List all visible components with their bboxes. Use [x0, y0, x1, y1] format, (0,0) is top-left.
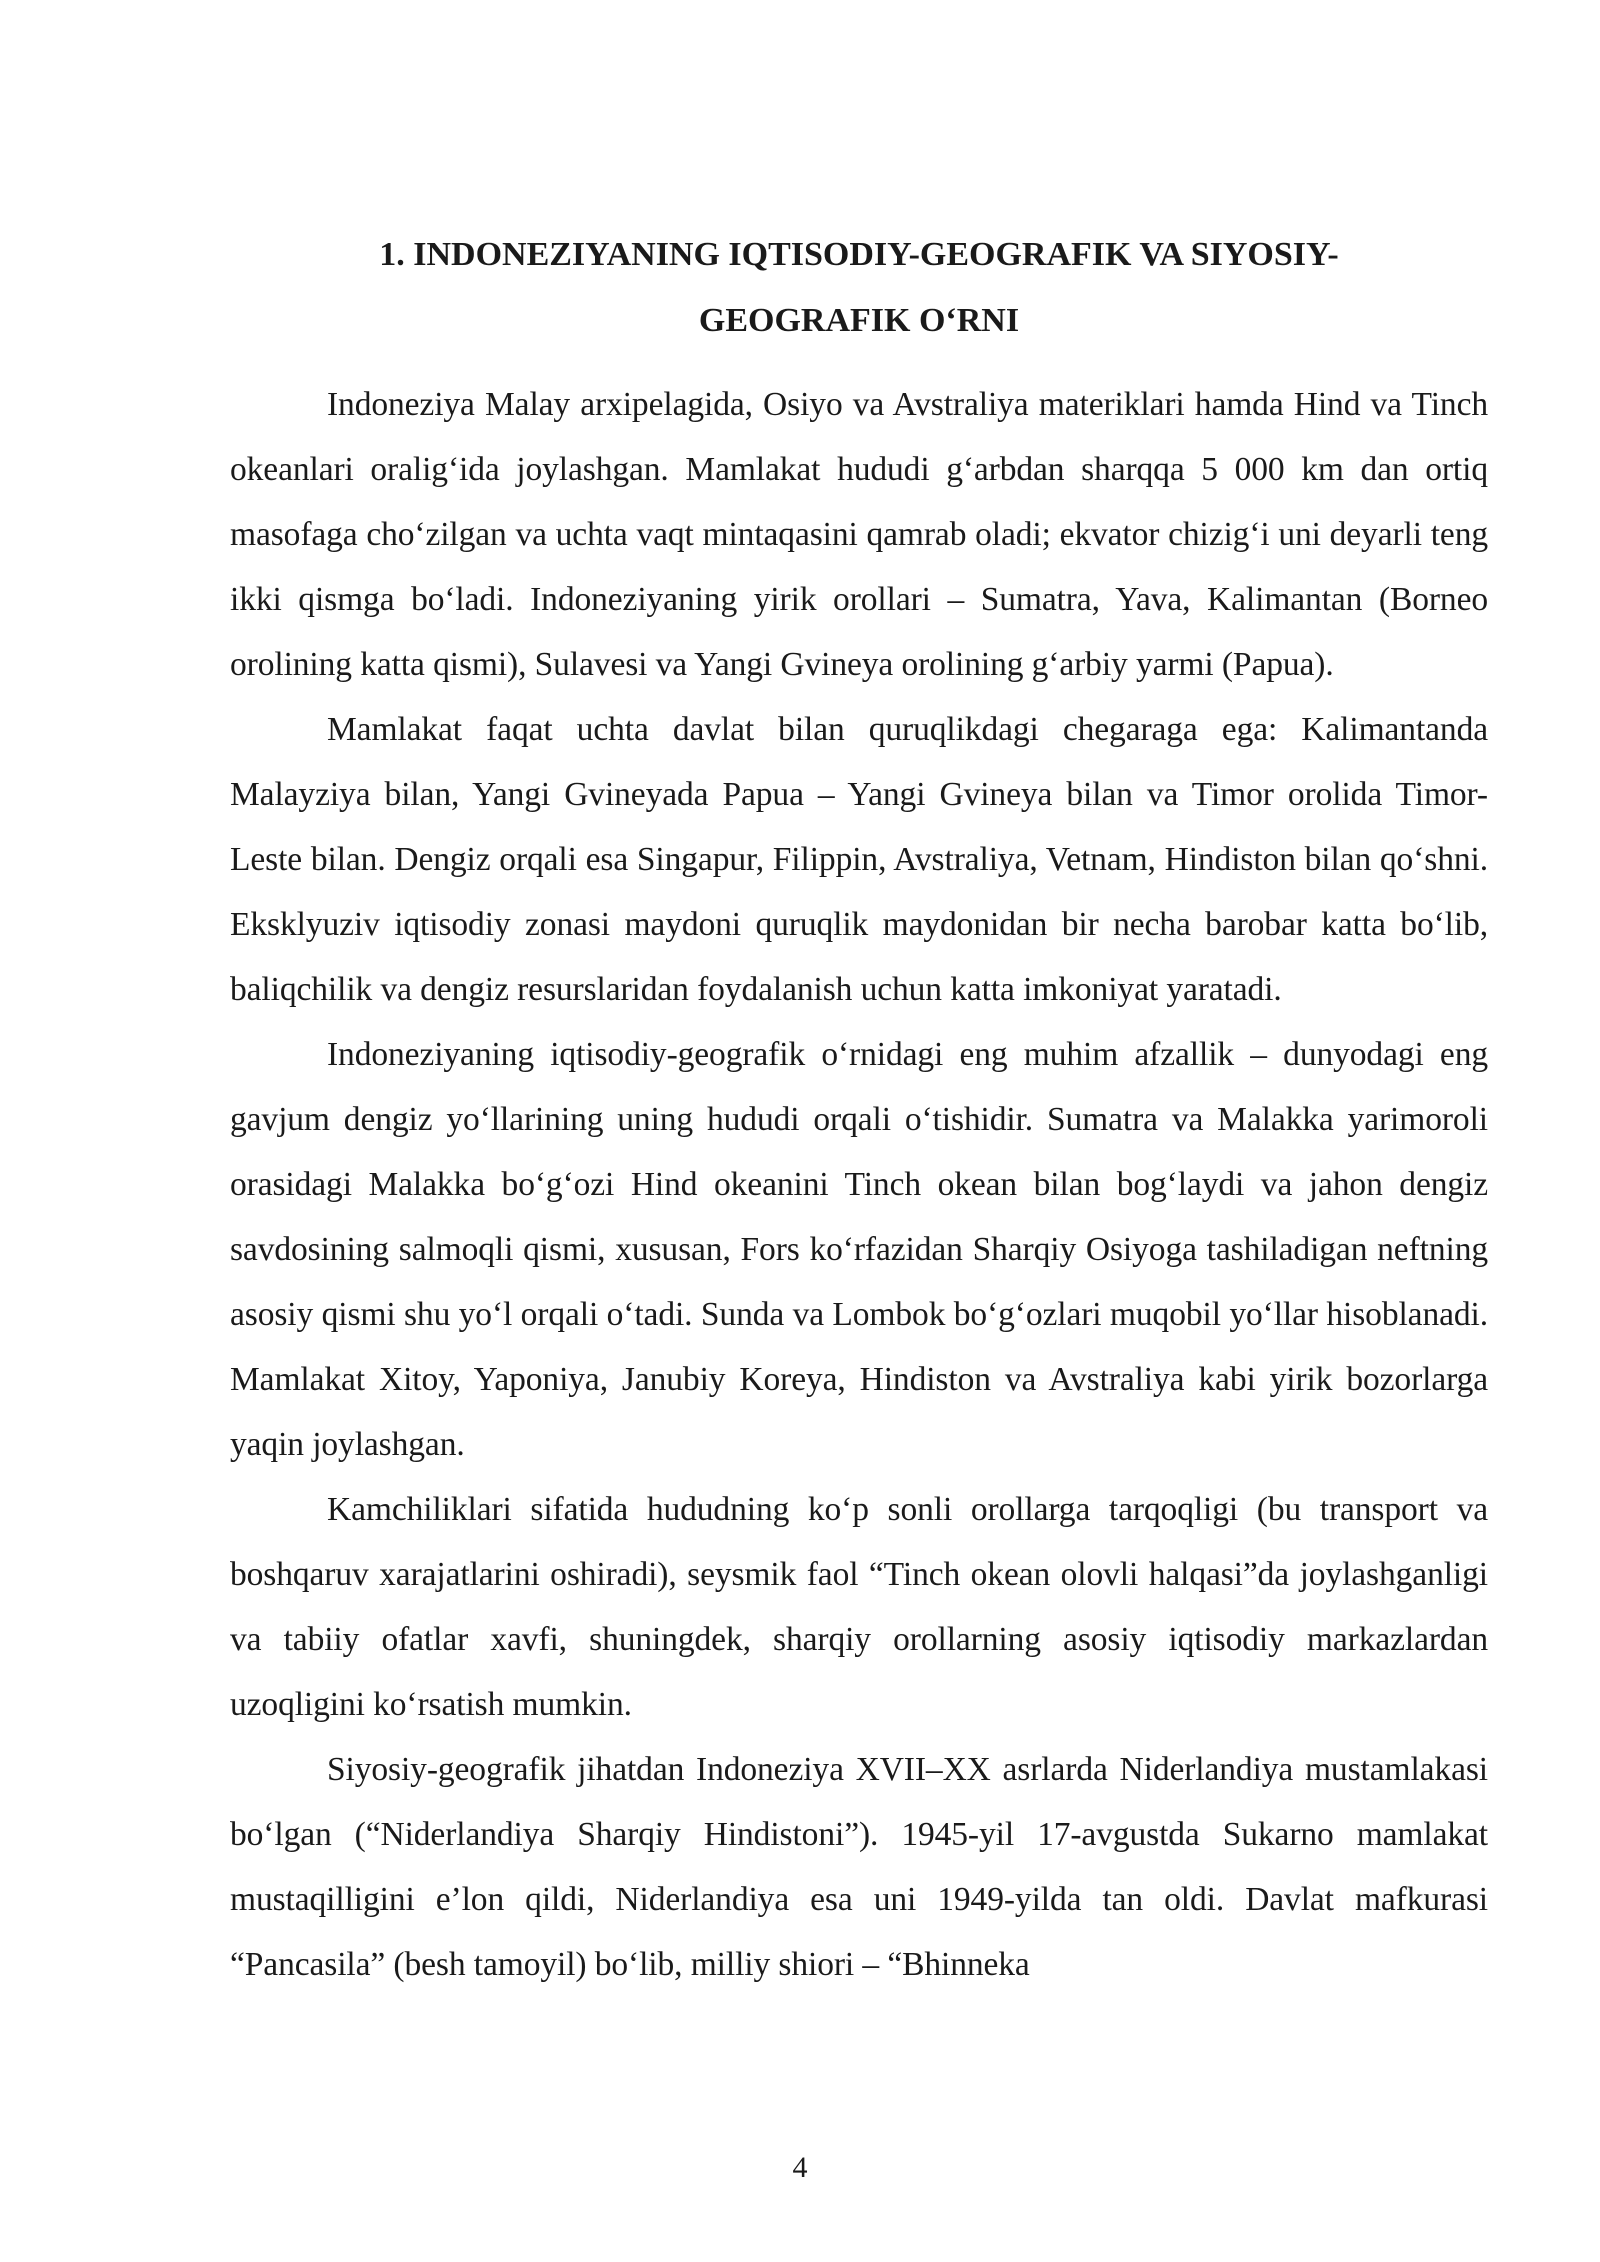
paragraph-advantages: Indoneziyaning iqtisodiy-geografik o‘rnidagi eng muhim afzallik – dunyodagi eng gavjum dengiz yo‘llarining uning hududi orqali o‘tishidir. Sumatra va Malakka yarimoroli orasidagi Malakka bo‘g‘ozi Hind okeanini Tinch okean bilan bog‘laydi va jahon dengiz savdosining salmoqli qismi, xususan, Fors ko‘rfazidan Sharqiy Osiyoga tashiladigan neftning asosiy qismi shu yo‘l orqali o‘tadi. Sunda va Lombok bo‘g‘ozlari muqobil yo‘llar hisoblanadi. Mamlakat Xitoy, Yaponiya, Janubiy Koreya, Hindiston va Avstraliya kabi yirik bozorlarga yaqin joylashgan. [230, 1036, 1488, 1463]
page-number: 4 [792, 2151, 808, 2184]
paragraph-borders: Mamlakat faqat uchta davlat bilan quruqlikdagi chegaraga ega: Kalimantanda Malayziya bilan, Yangi Gvineyada Papua – Yangi Gvineya bilan va Timor orolida Timor-Leste bilan. Dengiz orqali esa Singapur, Filippin, Avstraliya, Vetnam, Hindiston bilan qo‘shni. Eksklyuziv iqtisodiy zonasi maydoni quruqlik maydonidan bir necha barobar katta bo‘lib, baliqchilik va dengiz resurslaridan foydalanish uchun katta imkoniyat yaratadi. [230, 711, 1488, 1008]
section-heading-line-2: GEOGRAFIK O‘RNI [698, 302, 1020, 339]
section-heading [230, 222, 1488, 354]
paragraph-political-geography: Siyosiy-geografik jihatdan Indoneziya XVII–XX asrlarda Niderlandiya mustamlakasi bo‘lgan (“Niderlandiya Sharqiy Hindistoni”). 1945-yil 17-avgustda Sukarno mamlakat mustaqilligini e’lon qildi, Niderlandiya esa uni 1949-yilda tan oldi. Davlat mafkurasi “Pancasila” (besh tamoyil) bo‘lib, milliy shiori – “Bhinneka [230, 1751, 1488, 1983]
body-text [230, 372, 1488, 1997]
paragraph-disadvantages: Kamchiliklari sifatida hududning ko‘p sonli orollarga tarqoqligi (bu transport va boshqaruv xarajatlarini oshiradi), seysmik faol “Tinch okean olovli halqasi”da joylashganligi va tabiiy ofatlar xavfi, shuningdek, sharqiy orollarning asosiy iqtisodiy markazlardan uzoqligini ko‘rsatish mumkin. [230, 1491, 1488, 1723]
paragraph-location: Indoneziya Malay arxipelagida, Osiyo va Avstraliya materiklari hamda Hind va Tinch okeanlari oralig‘ida joylashgan. Mamlakat hududi g‘arbdan sharqqa 5 000 km dan ortiq masofaga cho‘zilgan va uchta vaqt mintaqasini qamrab oladi; ekvator chizig‘i uni deyarli teng ikki qismga bo‘ladi. Indoneziyaning yirik orollari – Sumatra, Yava, Kalimantan (Borneo orolining katta qismi), Sulavesi va Yangi Gvineya orolining g‘arbiy yarmi (Papua). [230, 386, 1488, 683]
section-heading-line-1: 1. INDONEZIYANING IQTISODIY-GEOGRAFIK VA SIYOSIY- [379, 236, 1339, 273]
